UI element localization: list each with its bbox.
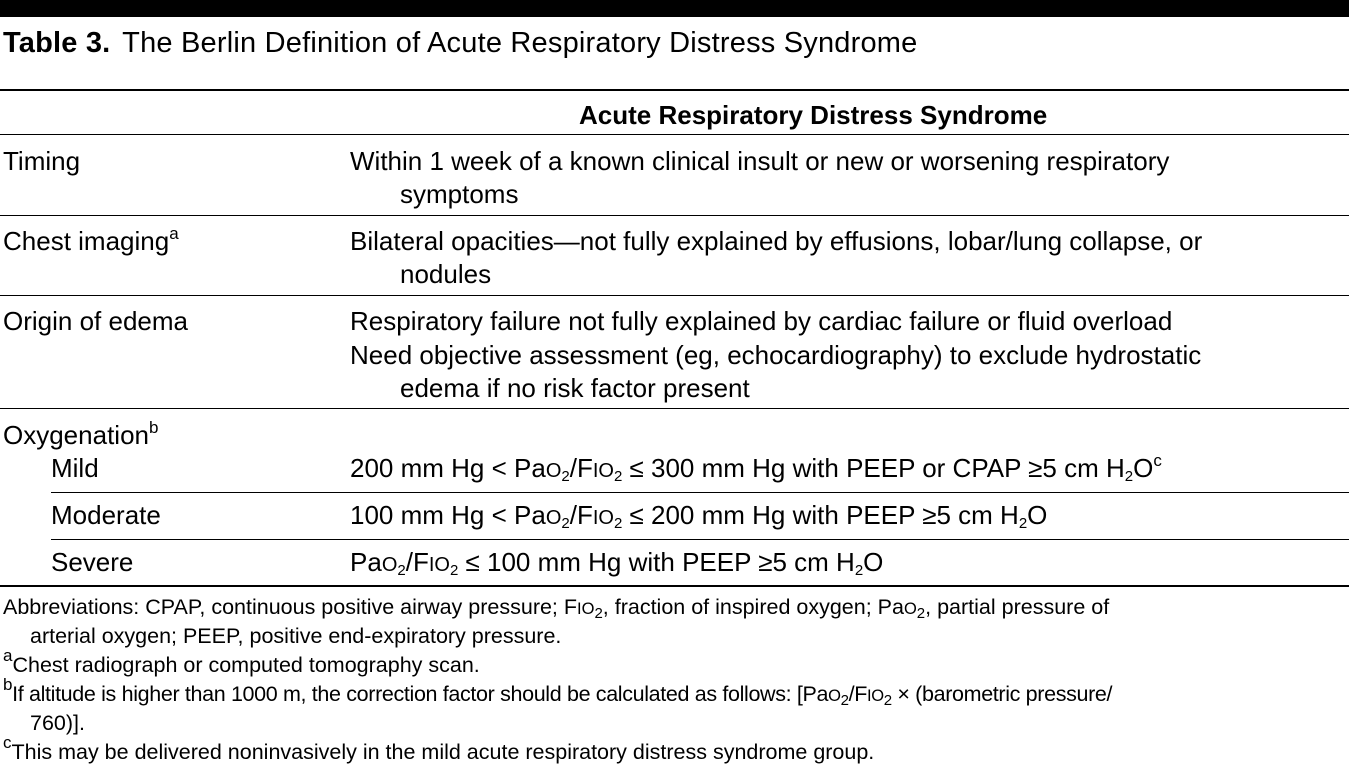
top-rule-bar — [0, 0, 1349, 17]
footnote-mark-a: a — [169, 224, 179, 243]
footnote-mark-c: c — [1153, 451, 1162, 470]
row-divider — [0, 215, 1349, 216]
oxygenation-mild-label: Mild — [51, 453, 99, 483]
row-label-oxygenation: Oxygenation$^b$ — [3, 418, 159, 450]
footnote-b-line-2: 760)]. — [30, 711, 85, 735]
header-top-rule — [0, 89, 1349, 91]
row-label-origin-of-edema: Origin of edema — [3, 306, 188, 336]
header-bottom-rule — [0, 134, 1349, 135]
footnote-abbreviations: Abbreviations: CPAP, continuous positive airway pressure; $FIO_2$, fraction of inspired oxygen; PaO$_2$, partial pressure of — [3, 595, 1110, 622]
chest-imaging-line-1: Bilateral opacities—not fully explained by effusions, lobar/lung collapse, or — [350, 226, 1203, 256]
oxygenation-severe-criteria: $PaO_2/FIO_2 \le 100$ mm Hg with PEEP ≥5 cm $H_2O$ — [350, 547, 884, 579]
oxygenation-severe-label: Severe — [51, 547, 134, 577]
oxygenation-mild-criteria: 200 mm $Hg < PaO_2/FIO_2 \le 300$ mm Hg with PEEP or CPAP ≥5 cm $H_2O^c$ — [350, 451, 1162, 485]
column-header: Acute Respiratory Distress Syndrome — [579, 100, 1048, 130]
table-bottom-rule — [0, 585, 1349, 587]
footnote-b: $^b$If altitude is higher than 1000 m, the correction factor should be calculated as follows: [$PaO_2/FIO_2$ × (barometric pressure/ — [3, 675, 1113, 709]
timing-line-1: Within 1 week of a known clinical insult or new or worsening respiratory — [350, 146, 1170, 176]
origin-line-3: edema if no risk factor present — [400, 373, 750, 403]
origin-line-2: Need objective assessment (eg, echocardiography) to exclude hydrostatic — [350, 340, 1202, 370]
row-divider — [51, 492, 1349, 493]
footnote-mark-b: b — [148, 418, 159, 437]
oxygenation-moderate-criteria: 100 mm $Hg < PaO_2/FIO_2 \le 200$ mm Hg with PEEP ≥5 cm $H_2O$ — [350, 500, 1048, 532]
timing-line-2: symptoms — [400, 179, 519, 209]
oxygenation-moderate-label: Moderate — [51, 500, 161, 530]
origin-line-1: Respiratory failure not fully explained by cardiac failure or fluid overload — [350, 306, 1173, 336]
footnote-abbreviations-line-2: arterial oxygen; PEEP, positive end-expiratory pressure. — [30, 624, 562, 648]
footnote-a: $^a$Chest radiograph or computed tomography scan. — [3, 646, 480, 677]
chest-imaging-line-2: nodules — [400, 259, 492, 289]
row-divider — [0, 408, 1349, 409]
table-label: Table 3. — [3, 27, 111, 59]
row-divider — [0, 295, 1349, 296]
footnote-c: $^c$This may be delivered noninvasively in the mild acute respiratory distress syndrome group. — [3, 733, 875, 764]
row-label-timing: Timing — [3, 146, 81, 176]
table-title — [3, 25, 918, 61]
row-divider — [51, 539, 1349, 540]
table-title-text: The Berlin Definition of Acute Respiratory Distress Syndrome — [122, 27, 918, 59]
row-label-chest-imaging: Chest imaging$^a$ — [3, 224, 179, 256]
